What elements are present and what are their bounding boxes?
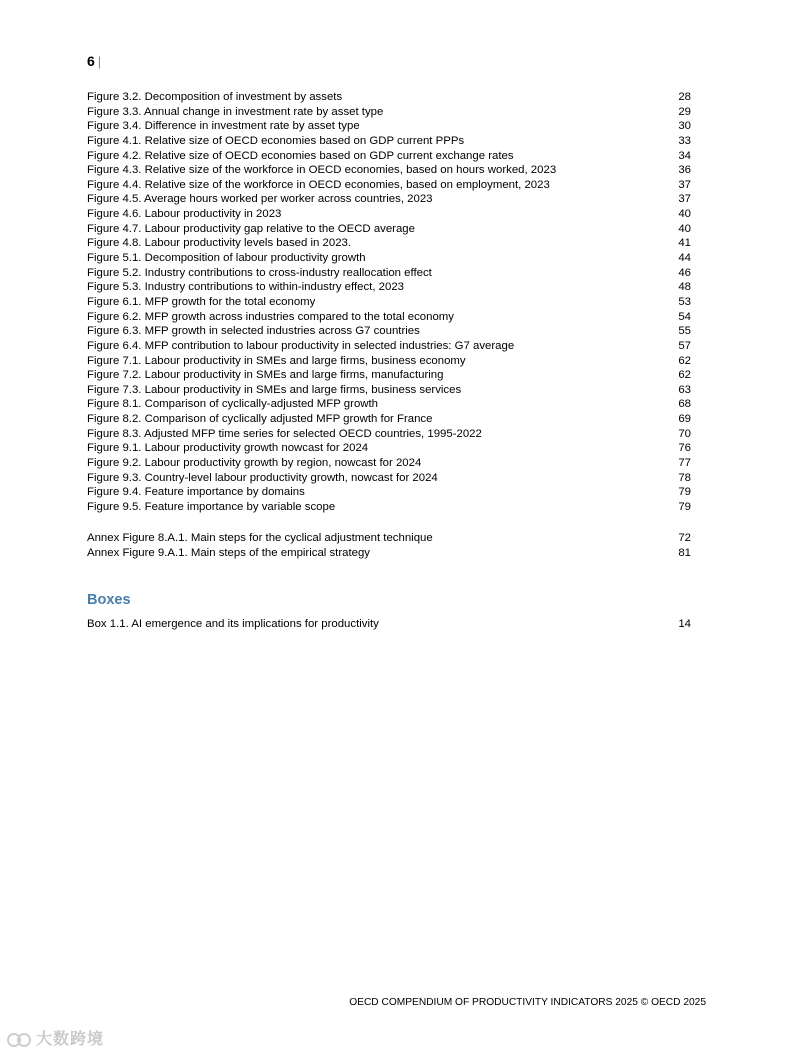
- toc-entry-label: Figure 9.2. Labour productivity growth by region, nowcast for 2024: [87, 457, 422, 470]
- toc-entry[interactable]: [87, 222, 691, 237]
- toc-entry-page: 48: [678, 281, 691, 294]
- page-header: [87, 52, 101, 71]
- toc-entry-page: 77: [678, 457, 691, 470]
- toc-entry-label: Figure 4.6. Labour productivity in 2023: [87, 208, 282, 221]
- toc-entry-label: Figure 3.2. Decomposition of investment by assets: [87, 91, 343, 103]
- header-separator: |: [97, 54, 102, 69]
- toc-entry-page: 81: [678, 546, 691, 559]
- toc-entry-page: 41: [678, 237, 691, 250]
- toc-entry-label: Figure 7.1. Labour productivity in SMEs and large firms, business economy: [87, 354, 466, 367]
- toc-entry[interactable]: [87, 266, 691, 281]
- toc-entry[interactable]: [87, 149, 691, 164]
- toc-entry-label: Figure 6.1. MFP growth for the total economy: [87, 295, 316, 308]
- toc-entry-page: 44: [678, 252, 691, 265]
- toc-entry-label: Figure 3.3. Annual change in investment rate by asset type: [87, 105, 384, 118]
- toc-entry-page: 30: [678, 120, 691, 133]
- toc-entry[interactable]: [87, 471, 691, 486]
- toc-entry[interactable]: [87, 280, 691, 295]
- toc-entry-page: 28: [678, 91, 691, 103]
- toc-entry-page: 79: [678, 500, 691, 513]
- toc-entry-label: Figure 8.3. Adjusted MFP time series for selected OECD countries, 1995-2022: [87, 427, 482, 440]
- toc-entry-label: Figure 5.2. Industry contributions to cross-industry reallocation effect: [87, 266, 432, 279]
- toc-entry-page: 36: [678, 164, 691, 177]
- list-of-figures: [87, 90, 691, 515]
- toc-entry[interactable]: [87, 441, 691, 456]
- toc-entry[interactable]: [87, 178, 691, 193]
- toc-entry-page: 29: [678, 105, 691, 118]
- watermark: [6, 1030, 104, 1050]
- toc-entry-page: 53: [678, 295, 691, 308]
- toc-entry-page: 70: [678, 427, 691, 440]
- toc-entry[interactable]: [87, 383, 691, 398]
- toc-entry-page: 72: [678, 532, 691, 544]
- toc-entry-page: 34: [678, 149, 691, 162]
- toc-entry-label: Figure 6.4. MFP contribution to labour productivity in selected industries: G7 average: [87, 339, 515, 352]
- toc-entry-label: Figure 4.3. Relative size of the workforce in OECD economies, based on hours worked, 2023: [87, 164, 557, 177]
- toc-entry-label: Figure 8.1. Comparison of cyclically-adjusted MFP growth: [87, 398, 379, 411]
- toc-entry[interactable]: [87, 310, 691, 325]
- toc-entry[interactable]: [87, 163, 691, 178]
- toc-entry-label: Figure 9.5. Feature importance by variable scope: [87, 500, 336, 513]
- toc-entry-page: 33: [678, 134, 691, 147]
- toc-entry[interactable]: [87, 236, 691, 251]
- toc-entry-label: Figure 6.3. MFP growth in selected industries across G7 countries: [87, 325, 420, 338]
- toc-entry-label: Figure 7.3. Labour productivity in SMEs and large firms, business services: [87, 383, 462, 396]
- watermark-text: 大数跨境: [36, 1031, 105, 1048]
- toc-entry[interactable]: [87, 324, 691, 339]
- toc-entry[interactable]: [87, 207, 691, 222]
- watermark-logo-icon: [6, 1032, 32, 1048]
- toc-entry[interactable]: [87, 427, 691, 442]
- toc-entry[interactable]: [87, 251, 691, 266]
- toc-entry[interactable]: [87, 485, 691, 500]
- toc-entry[interactable]: [87, 617, 691, 632]
- toc-entry-page: 14: [678, 618, 691, 630]
- toc-entry-page: 55: [678, 325, 691, 338]
- toc-entry-page: 63: [678, 383, 691, 396]
- list-of-annex-figures: [87, 531, 691, 560]
- page-number: 6: [87, 53, 95, 69]
- toc-entry-label: Figure 8.2. Comparison of cyclically adjusted MFP growth for France: [87, 413, 433, 426]
- toc-entry[interactable]: [87, 295, 691, 310]
- toc-entry-page: 68: [678, 398, 691, 411]
- toc-entry-label: Figure 5.1. Decomposition of labour productivity growth: [87, 252, 366, 265]
- toc-entry-page: 62: [678, 369, 691, 382]
- toc-entry[interactable]: [87, 134, 691, 149]
- toc-entry[interactable]: [87, 368, 691, 383]
- toc-entry-label: Figure 7.2. Labour productivity in SMEs and large firms, manufacturing: [87, 369, 444, 382]
- toc-entry-label: Figure 4.1. Relative size of OECD economies based on GDP current PPPs: [87, 134, 465, 147]
- toc-entry-page: 37: [678, 178, 691, 191]
- toc-entry-page: 62: [678, 354, 691, 367]
- toc-entry[interactable]: [87, 339, 691, 354]
- toc-entry-label: Figure 5.3. Industry contributions to within-industry effect, 2023: [87, 281, 404, 294]
- toc-entry[interactable]: [87, 192, 691, 207]
- toc-entry-label: Annex Figure 9.A.1. Main steps of the empirical strategy: [87, 546, 371, 559]
- toc-entry-page: 40: [678, 222, 691, 235]
- toc-entry-label: Box 1.1. AI emergence and its implications for productivity: [87, 618, 379, 630]
- toc-entry-page: 46: [678, 266, 691, 279]
- toc-entry-label: Figure 4.7. Labour productivity gap relative to the OECD average: [87, 222, 415, 235]
- toc-entry-page: 78: [678, 471, 691, 484]
- toc-entry-page: 40: [678, 208, 691, 221]
- toc-entry-page: 54: [678, 310, 691, 323]
- toc-entry-label: Figure 4.8. Labour productivity levels based in 2023.: [87, 237, 352, 250]
- toc-entry-label: Figure 4.5. Average hours worked per worker across countries, 2023: [87, 193, 433, 206]
- toc-entry-page: 79: [678, 486, 691, 499]
- toc-entry-label: Figure 9.3. Country-level labour productivity growth, nowcast for 2024: [87, 471, 438, 484]
- toc-entry[interactable]: [87, 397, 691, 412]
- toc-entry-page: 76: [678, 442, 691, 455]
- toc-entry[interactable]: [87, 412, 691, 427]
- toc-entry[interactable]: [87, 90, 691, 105]
- toc-entry-label: Figure 9.1. Labour productivity growth nowcast for 2024: [87, 442, 369, 455]
- toc-entry[interactable]: [87, 500, 691, 515]
- toc-entry-label: Figure 6.2. MFP growth across industries compared to the total economy: [87, 310, 454, 323]
- boxes-heading: Boxes: [87, 592, 131, 608]
- toc-entry-label: Figure 4.4. Relative size of the workforce in OECD economies, based on employment, 2023: [87, 178, 550, 191]
- toc-entry-label: Figure 3.4. Difference in investment rate by asset type: [87, 120, 360, 133]
- toc-entry-page: 57: [678, 339, 691, 352]
- toc-entry-label: Figure 4.2. Relative size of OECD economies based on GDP current exchange rates: [87, 149, 514, 162]
- toc-entry[interactable]: [87, 119, 691, 134]
- toc-entry[interactable]: [87, 354, 691, 369]
- toc-entry[interactable]: [87, 531, 691, 546]
- toc-entry[interactable]: [87, 456, 691, 471]
- toc-entry[interactable]: [87, 546, 691, 561]
- toc-entry-label: Figure 9.4. Feature importance by domains: [87, 486, 305, 499]
- toc-entry-label: Annex Figure 8.A.1. Main steps for the cyclical adjustment technique: [87, 532, 433, 544]
- toc-entry-page: 69: [678, 413, 691, 426]
- toc-entry[interactable]: [87, 105, 691, 120]
- page-footer: OECD COMPENDIUM OF PRODUCTIVITY INDICATORS 2025 © OECD 2025: [349, 997, 706, 1008]
- list-of-boxes: [87, 617, 691, 632]
- toc-entry-page: 37: [678, 193, 691, 206]
